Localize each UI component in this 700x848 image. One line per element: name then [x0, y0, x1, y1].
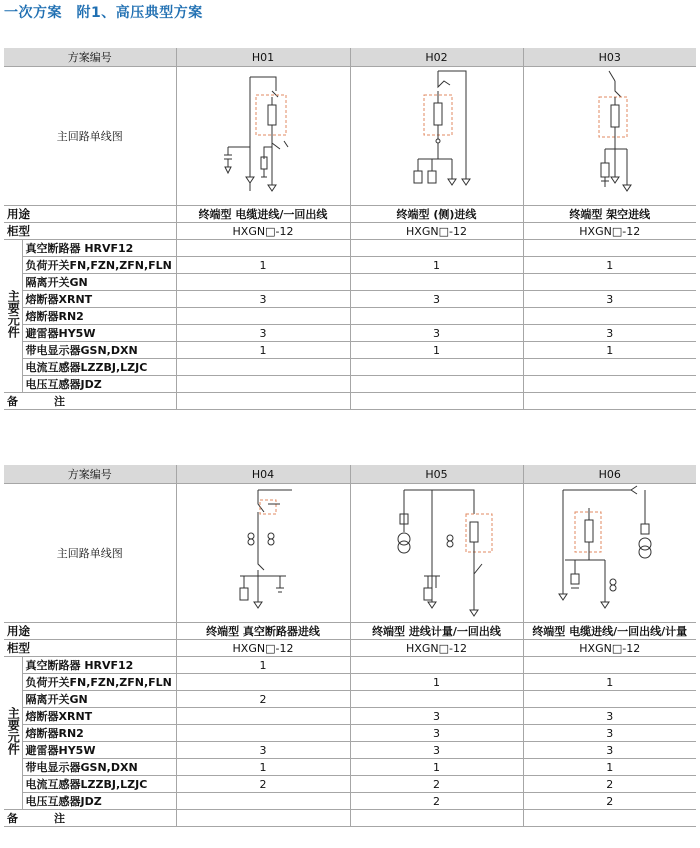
qty-cell: [350, 359, 523, 376]
cabinet-row: [4, 640, 696, 657]
qty-cell: 2: [523, 776, 696, 793]
qty-cell: 1: [350, 759, 523, 776]
usage-value: 终端型 真空断路器进线: [176, 623, 350, 640]
main-components-label: [4, 240, 22, 393]
diagram-row: [4, 67, 696, 206]
component-name: 负荷开关FN,FZN,ZFN,FLN: [22, 674, 176, 691]
qty-cell: 1: [350, 674, 523, 691]
note-label: [4, 393, 176, 410]
qty-cell: 1: [176, 657, 350, 674]
component-name: 真空断路器 HRVF12: [22, 657, 176, 674]
cabinet-value: HXGN□-12: [523, 640, 696, 657]
qty-cell: [350, 657, 523, 674]
qty-cell: 3: [176, 291, 350, 308]
qty-cell: 3: [523, 725, 696, 742]
component-name: 真空断路器 HRVF12: [22, 240, 176, 257]
qty-cell: [350, 691, 523, 708]
qty-cell: 3: [350, 291, 523, 308]
single-line-diagram-h04: [176, 484, 350, 623]
diagram-label: 主回路单线图: [4, 484, 176, 623]
scheme-table-2: [4, 465, 696, 827]
component-row: [4, 691, 696, 708]
component-row: [4, 325, 696, 342]
component-row: [4, 793, 696, 810]
main-components-label: [4, 657, 22, 810]
note-label-b: 注: [54, 395, 65, 408]
usage-value: 终端型 电缆进线/一回出线/计量: [523, 623, 696, 640]
scheme-table-1: [4, 48, 696, 410]
scheme-id: H03: [523, 48, 696, 67]
single-line-diagram-h05: [350, 484, 523, 623]
single-line-diagram-h06: [523, 484, 696, 623]
qty-cell: [350, 240, 523, 257]
component-name: 避雷器HY5W: [22, 325, 176, 342]
qty-cell: 1: [176, 257, 350, 274]
note-cell: [523, 810, 696, 827]
component-name: 带电显示器GSN,DXN: [22, 342, 176, 359]
qty-cell: 3: [350, 742, 523, 759]
qty-cell: 1: [176, 759, 350, 776]
qty-cell: [523, 657, 696, 674]
qty-cell: [176, 725, 350, 742]
note-label: [4, 810, 176, 827]
qty-cell: [350, 376, 523, 393]
qty-cell: 3: [176, 742, 350, 759]
usage-label: 用途: [4, 623, 176, 640]
scheme-id: H02: [350, 48, 523, 67]
cabinet-value: HXGN□-12: [523, 223, 696, 240]
qty-cell: [523, 376, 696, 393]
qty-cell: 1: [350, 257, 523, 274]
qty-cell: [176, 674, 350, 691]
qty-cell: [176, 359, 350, 376]
note-cell: [350, 393, 523, 410]
qty-cell: 3: [523, 742, 696, 759]
component-name: 隔离开关GN: [22, 274, 176, 291]
note-label-b: 注: [54, 812, 65, 825]
component-row: [4, 776, 696, 793]
qty-cell: [176, 274, 350, 291]
qty-cell: 1: [523, 674, 696, 691]
component-row: [4, 674, 696, 691]
component-row: [4, 708, 696, 725]
qty-cell: 1: [523, 342, 696, 359]
cabinet-value: HXGN□-12: [176, 223, 350, 240]
single-line-diagram-h01: [176, 67, 350, 206]
component-row: [4, 291, 696, 308]
diagram-row: [4, 484, 696, 623]
qty-cell: 3: [350, 708, 523, 725]
qty-cell: 3: [350, 725, 523, 742]
single-line-diagram-h03: [523, 67, 696, 206]
cabinet-value: HXGN□-12: [350, 640, 523, 657]
component-row: [4, 376, 696, 393]
usage-value: 终端型 (侧)进线: [350, 206, 523, 223]
component-name: 隔离开关GN: [22, 691, 176, 708]
qty-cell: [523, 308, 696, 325]
component-name: 电流互感器LZZBJ,LZJC: [22, 359, 176, 376]
cabinet-value: HXGN□-12: [350, 223, 523, 240]
single-line-diagram-h02: [350, 67, 523, 206]
component-name: 熔断器XRNT: [22, 708, 176, 725]
qty-cell: 1: [523, 759, 696, 776]
component-row: [4, 359, 696, 376]
usage-value: 终端型 进线计量/一回出线: [350, 623, 523, 640]
page-title: 一次方案 附1、高压典型方案: [4, 5, 203, 21]
qty-cell: 2: [176, 776, 350, 793]
qty-cell: [176, 376, 350, 393]
qty-cell: 3: [523, 325, 696, 342]
note-label-a: 备: [7, 395, 18, 408]
note-cell: [523, 393, 696, 410]
qty-cell: 1: [350, 342, 523, 359]
component-name: 电压互感器JDZ: [22, 376, 176, 393]
scheme-header-row: [4, 465, 696, 484]
qty-cell: [176, 708, 350, 725]
scheme-header-row: [4, 48, 696, 67]
scheme-no-label: 方案编号: [4, 48, 176, 67]
qty-cell: 2: [350, 793, 523, 810]
component-row: [4, 257, 696, 274]
qty-cell: [350, 308, 523, 325]
qty-cell: [523, 240, 696, 257]
component-name: 熔断器RN2: [22, 308, 176, 325]
component-name: 熔断器RN2: [22, 725, 176, 742]
note-row: [4, 393, 696, 410]
cabinet-label: 柜型: [4, 640, 176, 657]
component-name: 电流互感器LZZBJ,LZJC: [22, 776, 176, 793]
usage-row: [4, 623, 696, 640]
component-row: [4, 274, 696, 291]
usage-value: 终端型 电缆进线/一回出线: [176, 206, 350, 223]
qty-cell: [176, 793, 350, 810]
note-row: [4, 810, 696, 827]
diagram-label: 主回路单线图: [4, 67, 176, 206]
qty-cell: 3: [523, 708, 696, 725]
component-row: [4, 342, 696, 359]
qty-cell: 2: [523, 793, 696, 810]
note-label-a: 备: [7, 812, 18, 825]
qty-cell: 3: [523, 291, 696, 308]
usage-row: [4, 206, 696, 223]
usage-label: 用途: [4, 206, 176, 223]
scheme-id: H01: [176, 48, 350, 67]
qty-cell: [523, 691, 696, 708]
note-cell: [350, 810, 523, 827]
qty-cell: 1: [523, 257, 696, 274]
component-name: 避雷器HY5W: [22, 742, 176, 759]
group-label-text: 主要元件: [6, 290, 21, 338]
component-row: [4, 657, 696, 674]
component-name: 熔断器XRNT: [22, 291, 176, 308]
component-row: [4, 742, 696, 759]
qty-cell: 1: [176, 342, 350, 359]
scheme-no-label: 方案编号: [4, 465, 176, 484]
component-row: [4, 308, 696, 325]
group-label-text: 主要元件: [6, 707, 21, 755]
component-row: [4, 725, 696, 742]
qty-cell: 2: [350, 776, 523, 793]
component-name: 电压互感器JDZ: [22, 793, 176, 810]
component-name: 负荷开关FN,FZN,ZFN,FLN: [22, 257, 176, 274]
qty-cell: [523, 274, 696, 291]
cabinet-label: 柜型: [4, 223, 176, 240]
cabinet-value: HXGN□-12: [176, 640, 350, 657]
scheme-id: H04: [176, 465, 350, 484]
qty-cell: 2: [176, 691, 350, 708]
qty-cell: 3: [350, 325, 523, 342]
component-row: [4, 240, 696, 257]
scheme-id: H05: [350, 465, 523, 484]
note-cell: [176, 810, 350, 827]
qty-cell: [176, 308, 350, 325]
cabinet-row: [4, 223, 696, 240]
qty-cell: [523, 359, 696, 376]
note-cell: [176, 393, 350, 410]
component-row: [4, 759, 696, 776]
qty-cell: [350, 274, 523, 291]
qty-cell: [176, 240, 350, 257]
qty-cell: 3: [176, 325, 350, 342]
scheme-id: H06: [523, 465, 696, 484]
usage-value: 终端型 架空进线: [523, 206, 696, 223]
component-name: 带电显示器GSN,DXN: [22, 759, 176, 776]
